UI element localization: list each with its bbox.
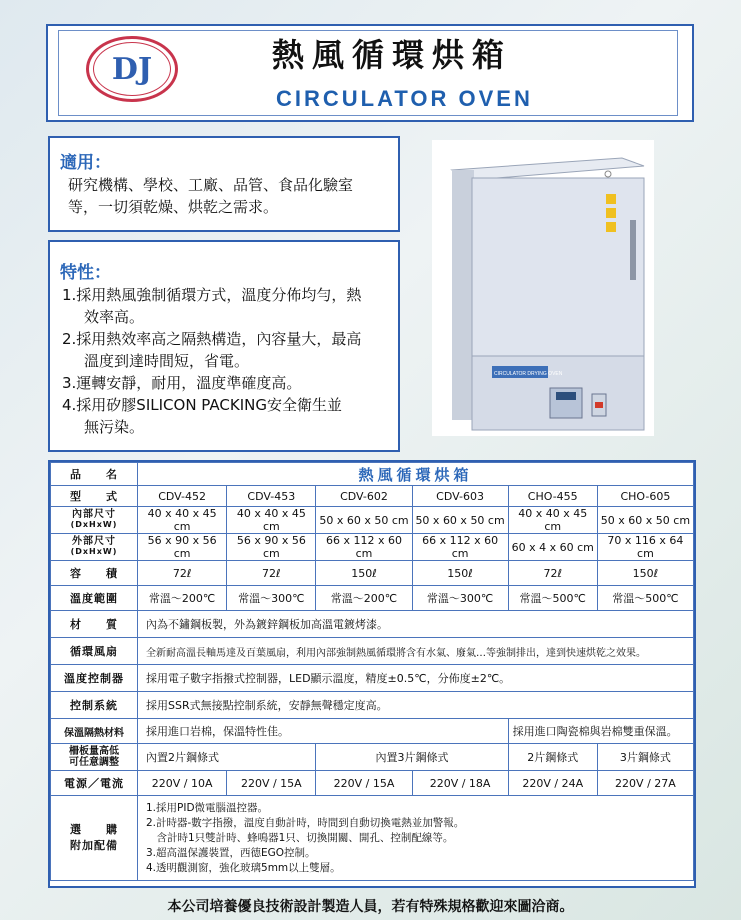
feature-line: 無污染。 (84, 418, 145, 436)
material-value: 內為不鏽鋼板製，外為鍍鋅鋼板加高溫電鍍烤漆。 (138, 611, 694, 638)
features-heading: 特性： (60, 263, 111, 283)
temp-cell: 常溫～300℃ (412, 586, 508, 611)
feature-line: 2.採用熱效率高之隔熱構造，內容量大，最高 (62, 330, 362, 348)
volume-cell: 150ℓ (597, 561, 693, 586)
power-cell: 220V / 18A (412, 771, 508, 796)
control-system-value: 採用SSR式無接點控制系統，安靜無聲穩定度高。 (138, 692, 694, 719)
outer-size-cell: 60 x 4 x 60 cm (508, 534, 597, 561)
table-row (51, 561, 694, 586)
shelf-label-1: 柵板量高低 (69, 746, 119, 757)
volume-cell: 72ℓ (138, 561, 227, 586)
power-cell: 220V / 27A (597, 771, 693, 796)
insulation-label: 保溫隔熱材料 (51, 719, 138, 744)
power-cell: 220V / 15A (227, 771, 316, 796)
feature-line: 效率高。 (84, 308, 145, 326)
dj-logo (86, 36, 178, 102)
name-label: 品 名 (51, 463, 138, 486)
name-value: 熱風循環烘箱 (138, 463, 694, 486)
shelf-label (51, 744, 138, 771)
oven-panel-label: CIRCULATOR DRYING OVEN (494, 371, 563, 377)
shelf-value-b: 內置3片鋼條式 (316, 744, 508, 771)
inner-size-cell: 50 x 60 x 50 cm (316, 507, 412, 534)
option-line: 4.透明觀測窗，強化玻璃5mm以上雙層。 (146, 861, 341, 874)
inner-size-label-2: (DxHxW) (70, 520, 118, 529)
feature-line: 1.採用熱風強制循環方式，溫度分佈均勻，熱 (62, 286, 362, 304)
table-row (51, 744, 694, 771)
shelf-label-2: 可任意調整 (69, 757, 119, 768)
temp-cell: 常溫～500℃ (597, 586, 693, 611)
volume-cell: 150ℓ (412, 561, 508, 586)
options-label-1: 選 購 (70, 823, 118, 836)
model-label: 型 式 (51, 486, 138, 507)
temp-cell: 常溫～500℃ (508, 586, 597, 611)
controller-label: 溫度控制器 (51, 665, 138, 692)
temp-cell: 常溫～200℃ (138, 586, 227, 611)
outer-size-cell: 70 x 116 x 64 cm (597, 534, 693, 561)
outer-size-label-1: 外部尺寸 (72, 536, 116, 547)
outer-size-cell: 56 x 90 x 56 cm (138, 534, 227, 561)
volume-cell: 72ℓ (227, 561, 316, 586)
inner-size-cell: 50 x 60 x 50 cm (597, 507, 693, 534)
table-row (51, 611, 694, 638)
control-system-label: 控制系統 (51, 692, 138, 719)
shelf-value-d: 3片鋼條式 (597, 744, 693, 771)
table-row (51, 486, 694, 507)
model-cell: CHO-605 (597, 486, 693, 507)
inner-size-cell: 40 x 40 x 45 cm (227, 507, 316, 534)
outer-size-cell: 66 x 112 x 60 cm (412, 534, 508, 561)
outer-size-label-2: (DxHxW) (70, 547, 118, 556)
shelf-value-a: 內置2片鋼條式 (138, 744, 316, 771)
feature-line: 3.運轉安靜，耐用，溫度準確度高。 (62, 374, 302, 392)
model-cell: CDV-603 (412, 486, 508, 507)
table-row (51, 692, 694, 719)
model-cell: CDV-602 (316, 486, 412, 507)
usage-line: 等，一切須乾燥、烘乾之需求。 (68, 198, 279, 216)
table-row (51, 771, 694, 796)
page-title-en: CIRCULATOR OVEN (276, 86, 533, 111)
option-line: 3.超高溫保護裝置，西德EGO控制。 (146, 846, 316, 859)
model-cell: CDV-453 (227, 486, 316, 507)
oven-product-image (432, 140, 654, 436)
insulation-value-b: 採用進口陶瓷棉與岩棉雙重保溫。 (508, 719, 693, 744)
power-cell: 220V / 10A (138, 771, 227, 796)
inner-size-label (51, 507, 138, 534)
footer-note: 本公司培養優良技術設計製造人員，若有特殊規格歡迎來圖洽商。 (167, 899, 574, 915)
temp-range-label: 溫度範圍 (51, 586, 138, 611)
table-row (51, 507, 694, 534)
option-line: 1.採用PID微電腦溫控器。 (146, 801, 269, 814)
volume-cell: 72ℓ (508, 561, 597, 586)
page-title-zh: 熱風循環烘箱 (272, 36, 513, 74)
temp-cell: 常溫～200℃ (316, 586, 412, 611)
option-line: 2.計時器-數字指撥，溫度自動計時，時間到自動切換電熱並加警報。 (146, 816, 465, 829)
outer-size-cell: 66 x 112 x 60 cm (316, 534, 412, 561)
table-row (51, 719, 694, 744)
options-label-2: 附加配備 (70, 839, 118, 852)
fan-label: 循環風扇 (51, 638, 138, 665)
power-cell: 220V / 24A (508, 771, 597, 796)
table-row (51, 586, 694, 611)
model-cell: CHO-455 (508, 486, 597, 507)
table-row (51, 638, 694, 665)
power-label: 電源／電流 (51, 771, 138, 796)
power-cell: 220V / 15A (316, 771, 412, 796)
usage-line: 研究機構、學校、工廠、品管、食品化驗室 (68, 176, 354, 194)
usage-heading: 適用： (60, 153, 111, 173)
option-line: 含計時1只雙計時、蜂鳴器1只、切換開關、開孔、控制配線等。 (146, 831, 454, 844)
insulation-value-a: 採用進口岩棉，保溫特性佳。 (138, 719, 509, 744)
inner-size-cell: 40 x 40 x 45 cm (138, 507, 227, 534)
shelf-value-c: 2片鋼條式 (508, 744, 597, 771)
controller-value: 採用電子數字指撥式控制器，LED顯示溫度，精度±0.5℃，分佈度±2℃。 (138, 665, 694, 692)
material-label: 材 質 (51, 611, 138, 638)
volume-label: 容 積 (51, 561, 138, 586)
outer-size-cell: 56 x 90 x 56 cm (227, 534, 316, 561)
options-value (138, 796, 694, 881)
volume-cell: 150ℓ (316, 561, 412, 586)
table-row (51, 534, 694, 561)
features-panel (48, 240, 400, 452)
temp-cell: 常溫～300℃ (227, 586, 316, 611)
inner-size-cell: 50 x 60 x 50 cm (412, 507, 508, 534)
fan-value: 全新耐高溫長軸馬達及百葉風扇，利用內部強制熱風循環將含有水氣、廢氣…等強制排出，達到快速烘乾之效果。 (138, 638, 694, 665)
inner-size-cell: 40 x 40 x 45 cm (508, 507, 597, 534)
outer-size-label (51, 534, 138, 561)
inner-size-label-1: 內部尺寸 (72, 509, 116, 520)
spec-table (48, 460, 696, 888)
logo-text: DJ (111, 51, 153, 87)
usage-panel (48, 136, 400, 232)
feature-line: 溫度到達時間短，省電。 (84, 352, 250, 370)
feature-line: 4.採用矽膠SILICON PACKING安全衛生並 (62, 396, 342, 414)
model-cell: CDV-452 (138, 486, 227, 507)
table-row (51, 796, 694, 881)
table-row (51, 665, 694, 692)
options-label (51, 796, 138, 881)
